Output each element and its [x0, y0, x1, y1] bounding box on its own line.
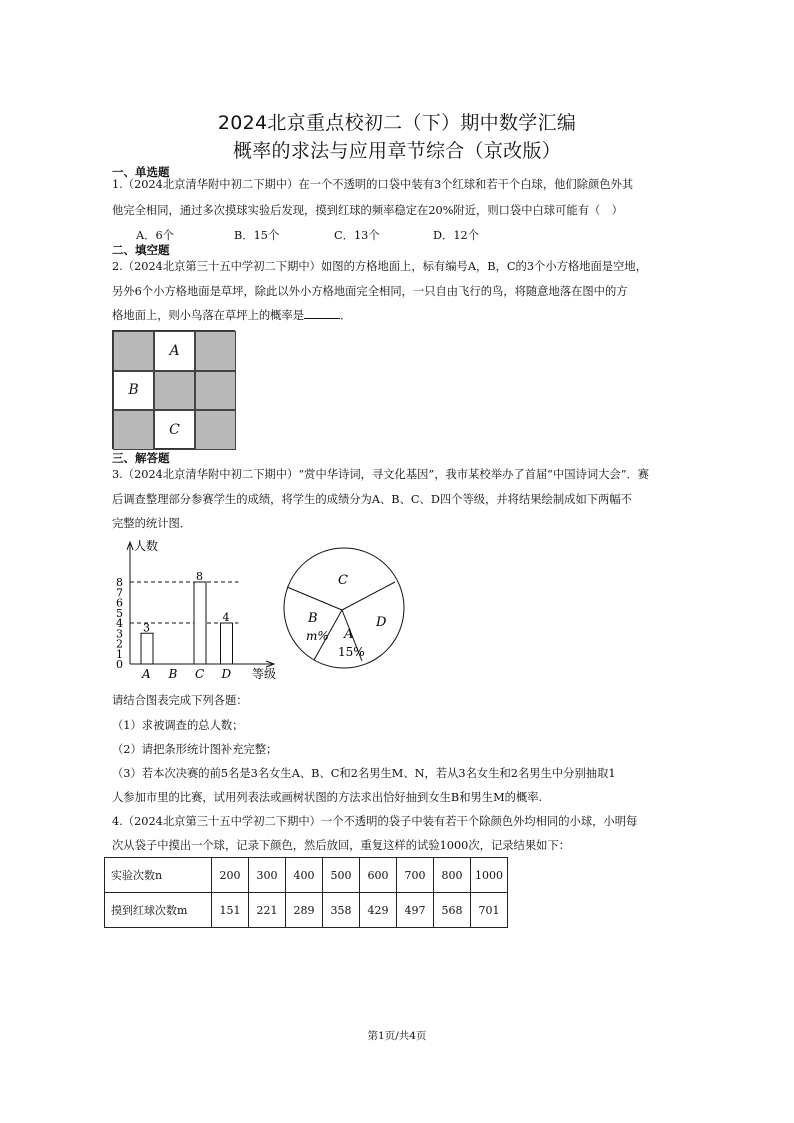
table-cell: 701 [471, 893, 508, 928]
table-row [105, 893, 508, 928]
grid-cell-grass [195, 371, 236, 411]
table-cell: 600 [360, 858, 397, 893]
y-tick-label: 7 [116, 586, 123, 600]
table-cell: 497 [397, 893, 434, 928]
table-cell: 700 [397, 858, 434, 893]
q3-line1: 3.（2024北京清华附中初二下期中）“赏中华诗词，寻文化基因”，我市某校举办了首届“中国诗词大会”．赛 [112, 468, 650, 481]
table-cell: 289 [286, 893, 323, 928]
y-tick-label: 2 [116, 637, 123, 651]
table-cell: 400 [286, 858, 323, 893]
y-tick-label: 1 [116, 647, 123, 661]
x-tick-label: B [168, 667, 178, 681]
grid-cell-grass [195, 331, 236, 371]
page-subtitle: 概率的求法与应用章节综合（京改版） [232, 140, 562, 162]
q4-line2: 次从袋子中摸出一个球，记录下颜色，然后放回，重复这样的试验1000次，记录结果如下： [112, 839, 571, 852]
q1-option-c: C．13个 [334, 229, 380, 242]
grid-cell-grass [113, 410, 154, 450]
q3-line2: 后调查整理部分参赛学生的成绩，将学生的成绩分为A、B、C、D四个等级，并将结果绘制成如下两幅不 [112, 493, 632, 506]
table-cell: 568 [434, 893, 471, 928]
table-header-cell: 实验次数n [105, 858, 212, 893]
table-cell: 221 [249, 893, 286, 928]
q1-line1: 1.（2024北京清华附中初二下期中）在一个不透明的口袋中装有3个红球和若干个白球，他们除颜色外其 [112, 178, 634, 191]
page-number: 第1页/共4页 [367, 1030, 427, 1042]
q1-line2: 他完全相同，通过多次摸球实验后发现，摸到红球的频率稳定在20%附近，则口袋中白球可能有（ ） [112, 204, 623, 217]
pie-chart [280, 546, 410, 672]
q2-line3-text: 格地面上，则小鸟落在草坪上的概率是 [112, 309, 305, 322]
pie-slice-value: 15% [338, 645, 365, 659]
bar [221, 623, 233, 664]
x-tick-label: C [195, 667, 205, 681]
table-header-cell: 摸到红球次数m [105, 893, 212, 928]
grid-cell-b: B [113, 371, 154, 411]
bar-data-label: 8 [196, 570, 203, 583]
y-tick-label: 6 [116, 596, 123, 610]
table-cell: 500 [323, 858, 360, 893]
y-axis-label: 人数 [134, 539, 159, 553]
q4-line1: 4.（2024北京第三十五中学初二下期中）一个不透明的袋子中装有若干个除颜色外均相同的小球，小明每 [112, 815, 638, 828]
results-table [104, 857, 508, 928]
square-grid-figure [112, 330, 235, 449]
q3-sub2: （2）请把条形统计图补充完整； [112, 743, 278, 756]
table-cell: 200 [212, 858, 249, 893]
q3-sub3-line2: 人参加市里的比赛，试用列表法或画树状图的方法求出恰好抽到女生B和男生M的概率. [112, 791, 543, 804]
q2-line3-end: ． [340, 309, 352, 322]
section-answer: 三、解答题 [112, 451, 170, 465]
q3-sub1: （1）求被调查的总人数； [112, 719, 244, 732]
pie-slice-label: A [344, 627, 354, 642]
pie-slice-label: C [338, 573, 348, 588]
q3-line3: 完整的统计图． [112, 517, 192, 530]
q3-sub3-line1: （3）若本次决赛的前5名是3名女生A、B、C和2名男生M、N，若从3名女生和2名男生中分别抽取1 [112, 767, 616, 780]
y-tick-label: 4 [116, 617, 123, 630]
page-title: 2024北京重点校初二（下）期中数学汇编 [217, 112, 577, 134]
bar [194, 582, 206, 664]
pie-slice-label: B [308, 611, 318, 626]
answer-blank [304, 308, 340, 319]
x-tick-label: A [142, 667, 151, 681]
grid-cell-a: A [154, 331, 195, 371]
table-cell: 358 [323, 893, 360, 928]
bar-data-label: 4 [222, 611, 230, 624]
y-tick-label: 8 [116, 576, 123, 589]
q2-line2: 另外6个小方格地面是草坪，除此以外小方格地面完全相同，一只自由飞行的鸟，将随意地落在图中的方 [112, 285, 628, 298]
grid-cell-grass [154, 371, 195, 411]
x-tick-label: D [221, 667, 232, 681]
grid-cell-grass [195, 410, 236, 450]
y-tick-label: 5 [116, 606, 123, 620]
bar [141, 633, 153, 664]
q2-line3 [112, 307, 351, 323]
q1-option-d: D．12个 [433, 229, 480, 242]
pie-slice-label: D [376, 615, 387, 630]
y-tick-label: 3 [116, 627, 123, 641]
y-tick-label: 0 [116, 658, 123, 671]
section-single-choice: 一、单选题 [112, 165, 170, 179]
pie-slice-value: m% [306, 629, 329, 643]
table-cell: 300 [249, 858, 286, 893]
bar-chart [108, 536, 280, 684]
section-fill-blank: 二、填空题 [112, 243, 170, 257]
grid-cell-grass [113, 331, 154, 371]
q1-option-b: B．15个 [234, 229, 280, 242]
q2-line1: 2.（2024北京第三十五中学初二下期中）如图的方格地面上，标有编号A，B，C的3个小方格地面是空地， [112, 260, 647, 273]
table-cell: 429 [360, 893, 397, 928]
q1-option-a: A．6个 [136, 229, 174, 242]
grid-cell-c: C [154, 410, 195, 450]
table-cell: 800 [434, 858, 471, 893]
q3-prompt: 请结合图表完成下列各题： [112, 694, 248, 707]
table-row [105, 858, 508, 893]
x-axis-label: 等级 [252, 667, 277, 681]
table-cell: 151 [212, 893, 249, 928]
table-cell: 1000 [471, 858, 508, 893]
bar-data-label: 3 [143, 621, 150, 635]
